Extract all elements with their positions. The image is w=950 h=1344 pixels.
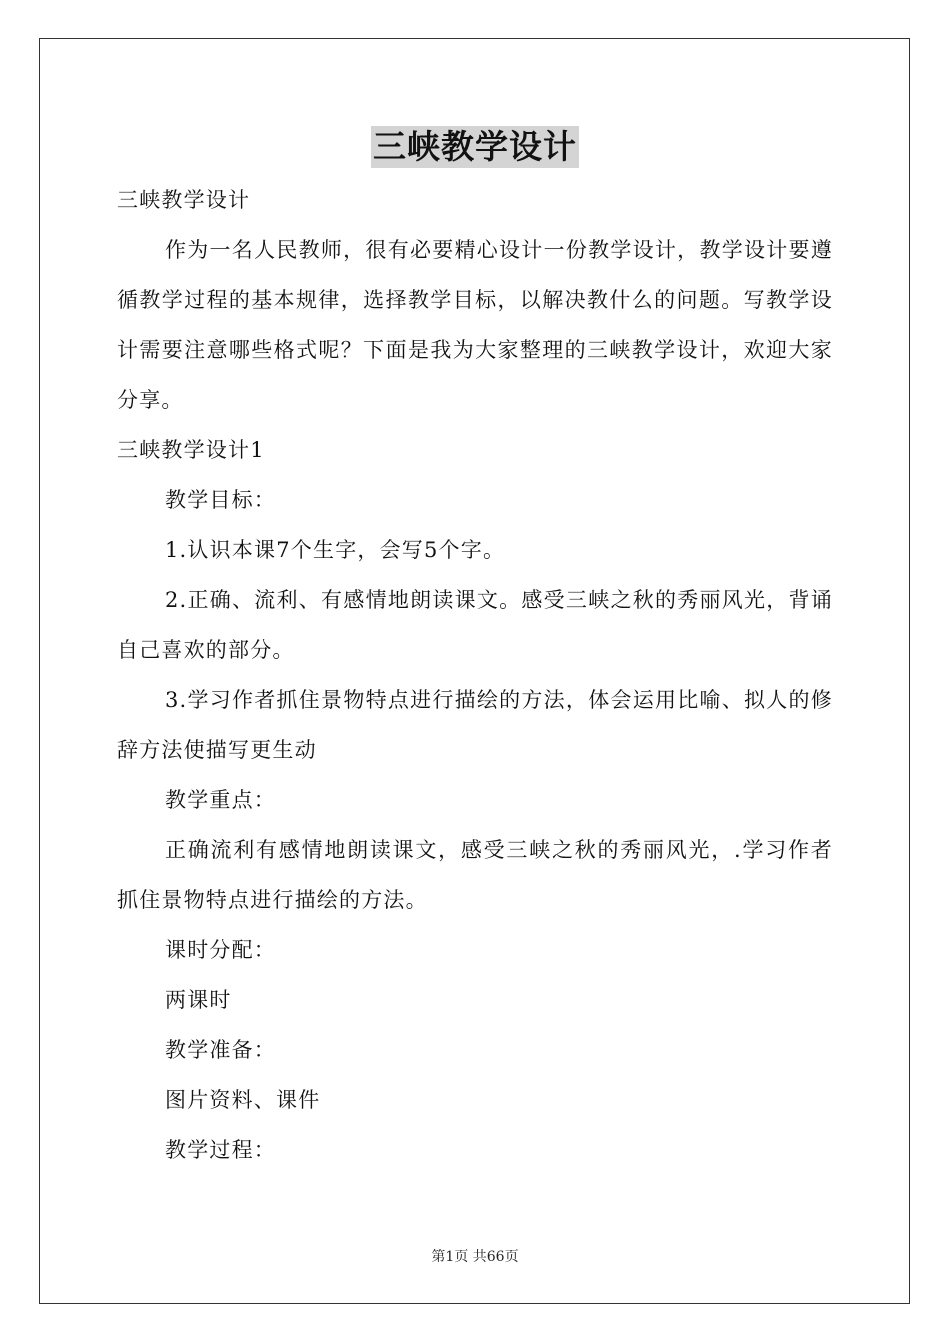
page-footer: 第1页 共66页 (431, 1249, 519, 1265)
section-heading: 三峡教学设计1 (117, 438, 265, 462)
goals-label: 教学目标： (165, 488, 276, 512)
goal-item-1: 1.认识本课7个生字，会写5个字。 (165, 538, 506, 562)
hours-label: 课时分配： (165, 938, 276, 962)
title-container (0, 126, 950, 168)
prep-label: 教学准备： (165, 1038, 276, 1062)
document-title: 三峡教学设计 (373, 127, 577, 166)
intro-paragraph: 作为一名人民教师，很有必要精心设计一份教学设计，教学设计要遵循教学过程的基本规律，选择教学目标，以解决教什么的问题。写教学设计需要注意哪些格式呢？下面是我为大家整理的三峡教学设计，欢迎大家分享。 (117, 238, 833, 412)
prep-text: 图片资料、课件 (165, 1088, 321, 1112)
goal-item-2: 2.正确、流利、有感情地朗读课文。感受三峡之秋的秀丽风光，背诵自己喜欢的部分。 (117, 588, 833, 662)
subtitle: 三峡教学设计 (117, 188, 251, 212)
process-label: 教学过程： (165, 1138, 276, 1162)
key-points-label: 教学重点： (165, 788, 276, 812)
goal-item-3: 3.学习作者抓住景物特点进行描绘的方法，体会运用比喻、拟人的修辞方法使描写更生动 (117, 688, 833, 762)
hours-text: 两课时 (165, 988, 232, 1012)
key-points-text: 正确流利有感情地朗读课文，感受三峡之秋的秀丽风光，.学习作者抓住景物特点进行描绘的方法。 (117, 838, 833, 912)
document-body (117, 175, 833, 1175)
